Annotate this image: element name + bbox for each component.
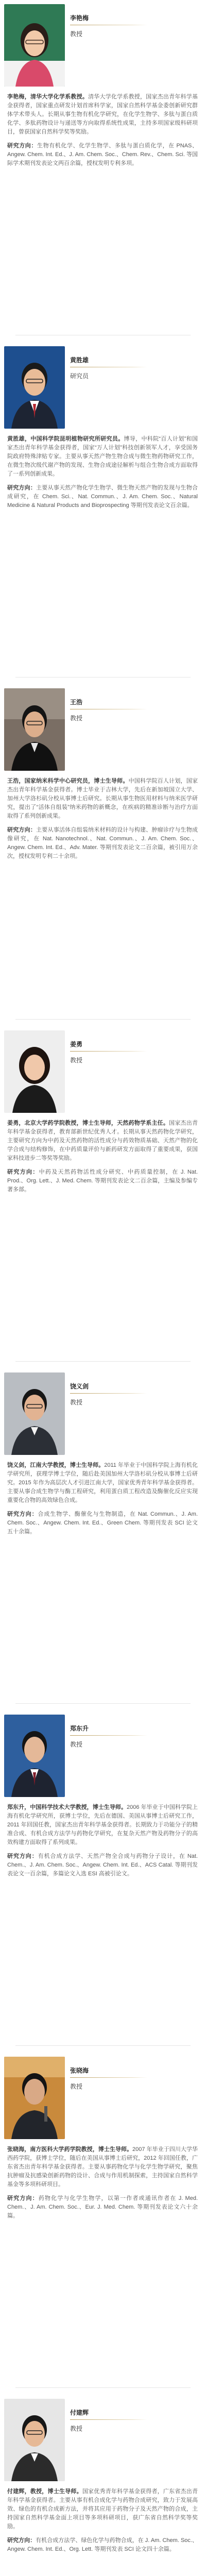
person-title: 教授 — [70, 1057, 83, 1064]
bio-text — [7, 1119, 198, 1199]
section-divider — [15, 1703, 191, 1704]
bio-text — [7, 2487, 198, 2559]
person-title: 教授 — [70, 2083, 83, 2090]
bio-intro: 黄胜雄，中国科学院昆明植物研究所研究员。博导，中科院“百人计划”和国家杰出青年科学基金获得者，国家“万人计划”科技创新领军人才，享受国务院政府特殊津贴专家。主要从事天然产物生物合成与微生物药物研究工作，在微生物次级代谢产物的发现、生物合成途径解析与组合生物合成方面取得了一系列创新成果。 — [7, 436, 198, 477]
bio-text — [7, 2145, 198, 2226]
portrait-photo — [4, 1030, 65, 1113]
bio-intro: 付建辉，教授，博士生导师。国家优秀青年科学基金获得者，广东省杰出青年科学基金获得者。主要从事有机合成化学与药物合成研究，致力于发展高效、绿色的有机合成新方法，并将其应用于药物分子及天然产物的合成，主持国家自然科学基金面上项目等多项科研项目，获广东省自然科学奖等奖励。 — [7, 2488, 198, 2530]
portrait-photo — [4, 4, 65, 87]
person-name: 姜勇 — [70, 1041, 83, 1048]
bio-research: 研究方向：主要从事天然产物化学生物学、微生物天然产物的发现与生物合成研究，在 Chem. Sci.、Nat. Commun.、J. Am. Chem. Soc.、Natural Medicine & Natural Products and Bioprospecting 等期刊发表论文百余篇。 — [7, 485, 198, 509]
bio-research: 研究方向：合成生物学、酶催化与生物制造，在 Nat. Commun.、J. Am. Chem. Soc.、Angew. Chem. Int. Ed.、Green Chem. 等期刊发表 SCI 论文五十余篇。 — [7, 1511, 198, 1535]
portrait-photo — [4, 2057, 65, 2139]
bio-text — [7, 435, 198, 515]
bio-intro: 王浩，国家纳米科学中心研究员，博士生导师。中国科学院百人计划，国家杰出青年科学基金获得者。博士毕业于吉林大学，先后在新加坡国立大学、加州大学洛杉矶分校从事博士后研究。长期从事生物医用材料与纳米医学研究，提出了“活体自组装”纳米药物的新概念，在疾病的精准诊断与治疗方面取得了系列创新成果。 — [7, 778, 198, 819]
person-title: 教授 — [70, 30, 83, 38]
person-title: 教授 — [70, 2425, 83, 2432]
portrait-photo — [4, 2399, 65, 2481]
person-name: 付建辉 — [70, 2409, 89, 2416]
bio-text — [7, 1803, 198, 1884]
bio-research: 研究方向：有机合成方法学、天然产物全合成与药物分子设计，在 Nat. Chem.、J. Am. Chem. Soc.、Angew. Chem. Int. Ed.、ACS Catal. 等期刊发表论文一百余篇，多篇论文入选 ESI 高被引论文。 — [7, 1853, 198, 1877]
person-name: 郑东升 — [70, 1725, 89, 1732]
person-name: 黄胜雄 — [70, 357, 89, 364]
bio-intro: 姜勇，北京大学药学院教授，博士生导师，天然药物学系主任。国家杰出青年科学基金获得者，教育部新世纪优秀人才。长期从事天然药物化学研究，主要研究方向为中药及天然药物的活性成分与药效物质基础、天然产物的化学合成与结构修饰，在中药质量评价与新药研发方面取得了重要成果，获国家科技进步二等奖等奖励。 — [7, 1120, 198, 1161]
bio-text — [7, 777, 198, 866]
person-title: 教授 — [70, 1399, 83, 1406]
name-underline — [70, 2077, 147, 2078]
section-divider — [15, 1019, 191, 1020]
bio-research: 研究方向：生物有机化学、化学生物学、多肽与蛋白质化学，在 PNAS、Angew. Chem. Int. Ed.、J. Am. Chem. Soc.、Chem. Rev.、Chem. Sci. 等国际学术期刊发表论文两百余篇，授权发明专利多项。 — [7, 143, 198, 166]
portrait-photo — [4, 346, 65, 429]
portrait-photo — [4, 688, 65, 771]
person-name: 王浩 — [70, 699, 83, 706]
bio-research: 研究方向：中药及天然药物活性成分研究、中药质量控制，在 J. Nat. Prod.、Org. Lett.、J. Med. Chem. 等期刊发表论文二百余篇，主编及参编专著多部。 — [7, 1169, 198, 1193]
bio-intro: 张晓海，南方医科大学药学院教授，博士生导师。2007 年毕业于四川大学华西药学院，获博士学位，随后在美国从事博士后研究，2012 年回国任教，广东省杰出青年科学基金获得者。主要从事药物化学与化学生物学研究，聚焦抗肿瘤及抗感染创新药物的设计、合成与作用机制探索，主持国家自然科学基金等多项科研项目。 — [7, 2146, 198, 2188]
person-title: 教授 — [70, 715, 83, 722]
section-divider — [15, 2045, 191, 2046]
bio-text — [7, 1461, 198, 1541]
person-title: 研究员 — [70, 372, 89, 380]
bio-intro: 李艳梅，清华大学化学系教授。清华大学化学系教授，国家杰出青年科学基金获得者，国家重点研发计划首席科学家，国家自然科学基金委创新研究群体学术带头人。长期从事生物有机化学研究，在化学生物学、多肽与蛋白质化学、多肽药物设计与递送等方向取得系统性成果，主持多项国家级科研项目，曾获国家自然科学奖等奖励。 — [7, 94, 198, 135]
bio-intro: 郑东升，中国科学技术大学教授，博士生导师。2006 年毕业于中国科学院上海有机化学研究所，获博士学位，先后在德国、美国从事博士后研究工作，2011 年回国任教，国家杰出青年科学基金获得者。长期致力于功能分子的精准合成、有机合成方法学与药物化学研究，在复杂天然产物及药物分子的高效构建方面取得了系列成果。 — [7, 1804, 198, 1845]
name-underline — [70, 2419, 147, 2420]
bio-intro: 饶义剑，江南大学教授，博士生导师。2011 年毕业于中国科学院上海有机化学研究所，获理学博士学位，随后赴美国加州大学洛杉矶分校从事博士后研究。2015 年作为高层次人才引进江南大学，国家优秀青年科学基金获得者。主要从事合成生物学与酶工程研究，利用蛋白质工程改造及酶催化反应实现重要化合物的高效绿色合成。 — [7, 1462, 198, 1503]
name-underline — [70, 1393, 147, 1394]
portrait-photo — [4, 1715, 65, 1797]
bio-research: 研究方向：药物化学与化学生物学，以第一作者或通讯作者在 J. Med. Chem.、J. Am. Chem. Soc.、Eur. J. Med. Chem. 等期刊发表论文六十余篇。 — [7, 2195, 198, 2219]
name-underline — [70, 1051, 147, 1052]
name-underline — [70, 1735, 147, 1736]
person-name: 张晓海 — [70, 2067, 89, 2074]
bio-text — [7, 93, 198, 173]
portrait-photo — [4, 1372, 65, 1455]
bio-research: 研究方向：有机合成方法学、绿色化学与药物合成，在 J. Am. Chem. Soc.、Angew. Chem. Int. Ed.、Org. Lett. 等期刊发表 SCI 论文四十余篇。 — [7, 2537, 198, 2552]
section-divider — [15, 1361, 191, 1362]
person-name: 李艳梅 — [70, 14, 89, 22]
section-divider — [15, 2387, 191, 2388]
person-title: 教授 — [70, 1741, 83, 1748]
person-name: 饶义剑 — [70, 1383, 89, 1390]
bio-research: 研究方向：主要从事活体自组装纳米材料的设计与构建、肿瘤诊疗与生物成像研究，在 Nat. Nanotechnol.、Nat. Commun.、J. Am. Chem. Soc.、Angew. Chem. Int. Ed.、Adv. Mater. 等期刊发表论文二百余篇，被引用万余次，授权发明专利二十余项。 — [7, 827, 198, 859]
